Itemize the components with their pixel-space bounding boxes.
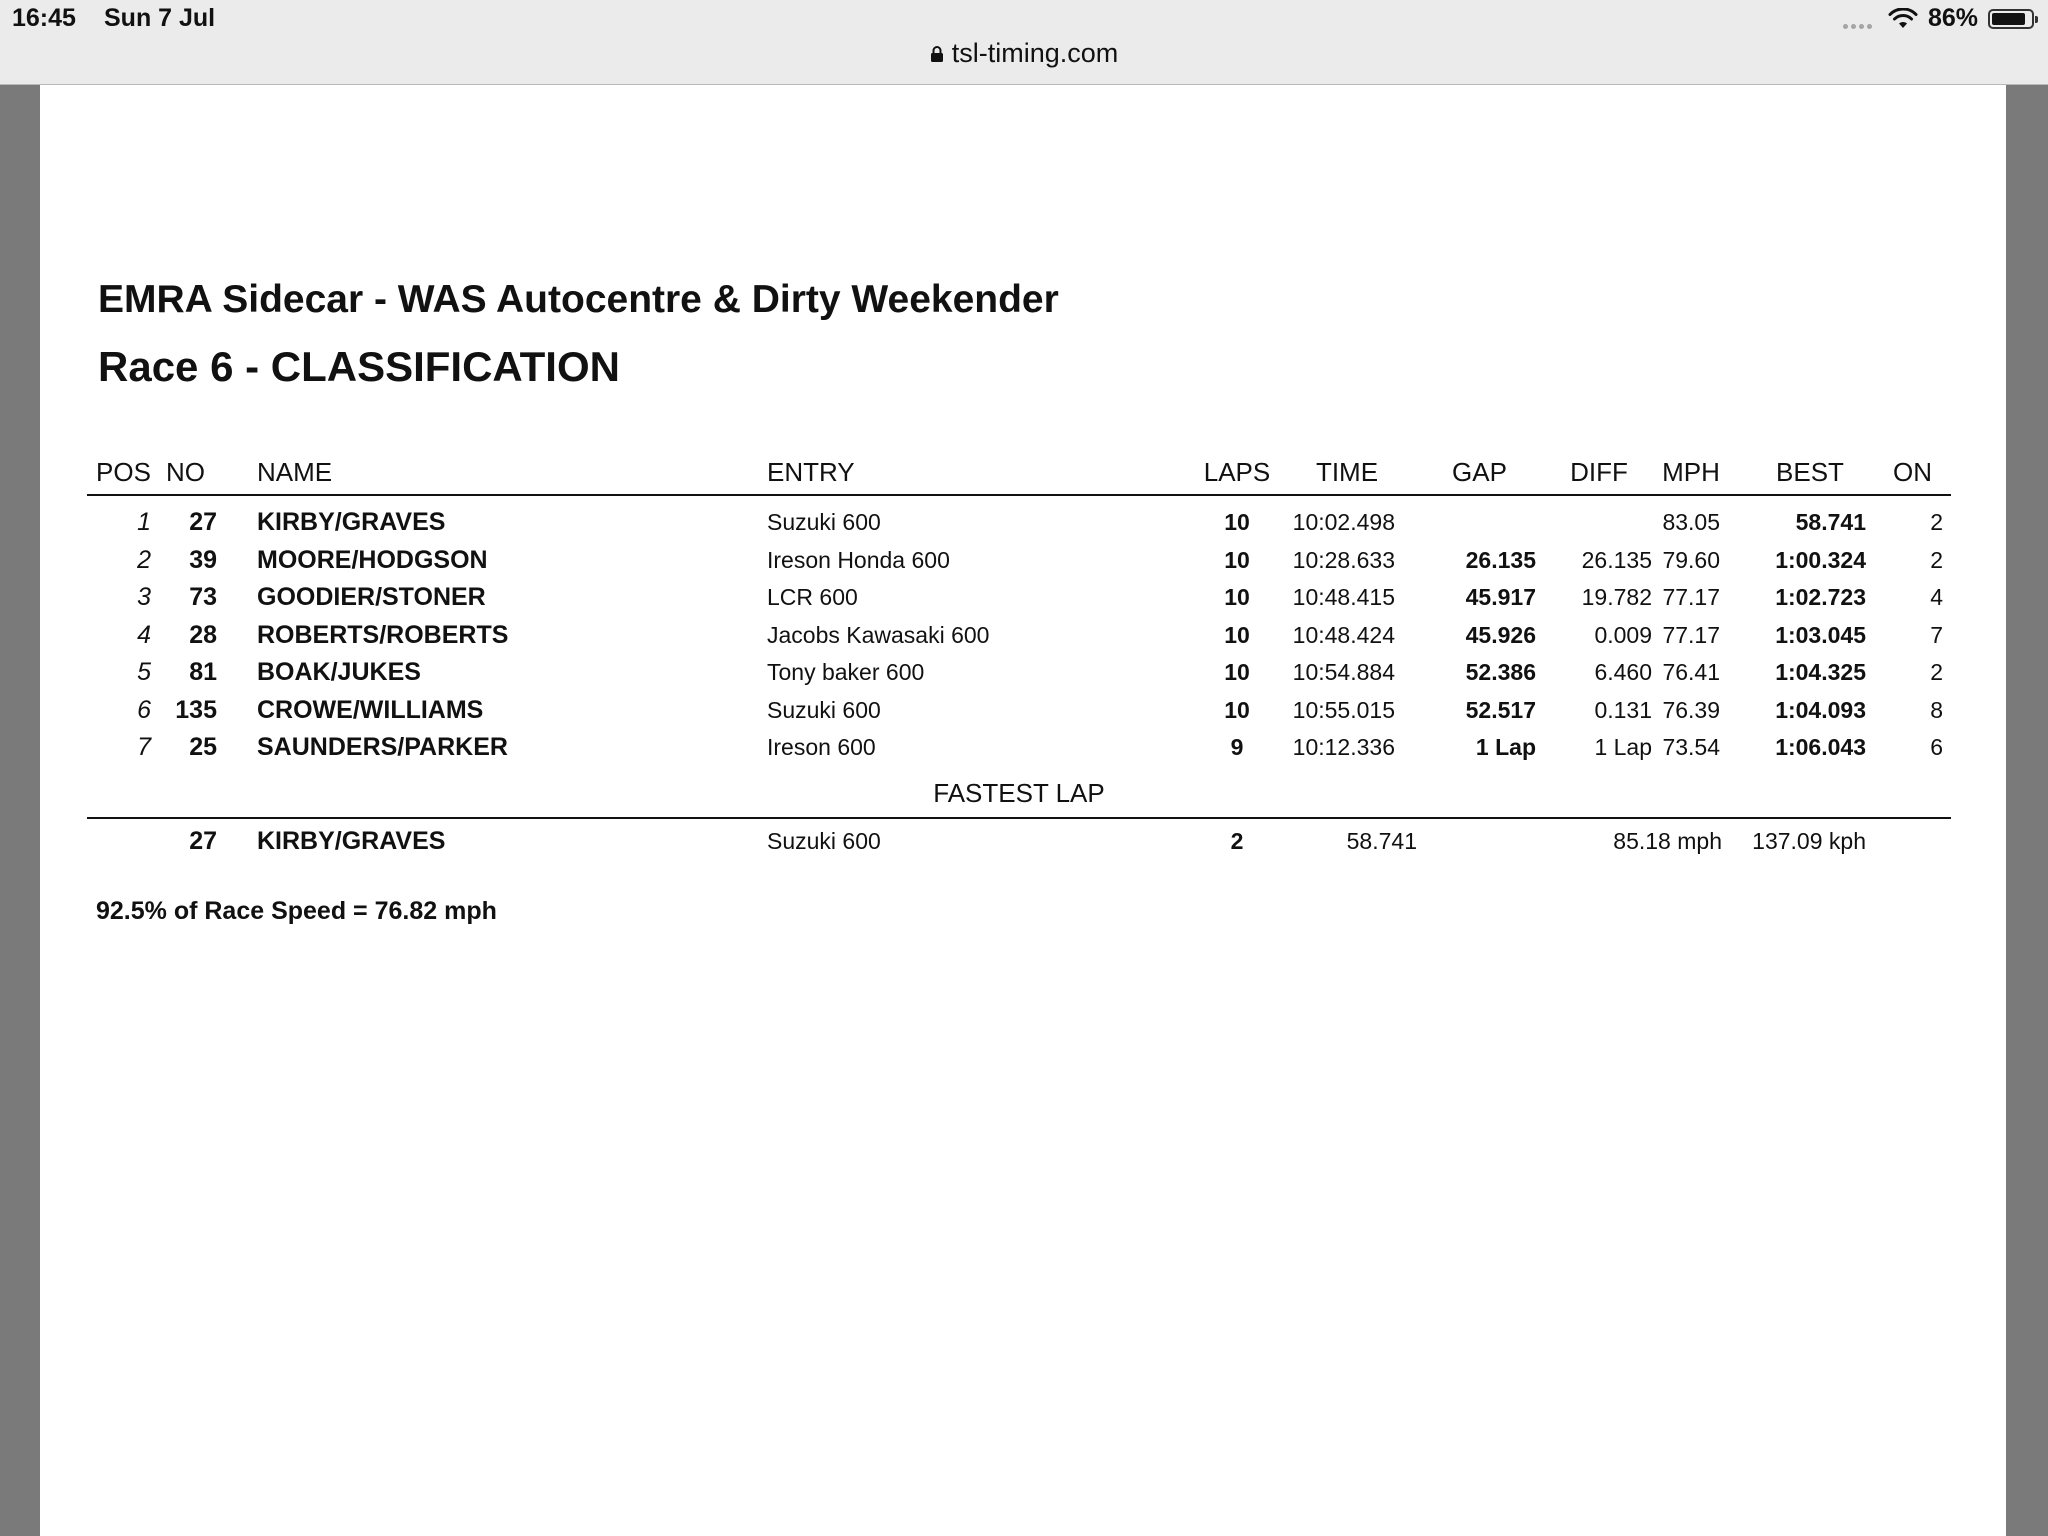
cell-time: 10:55.015 [1292,696,1395,723]
col-header-best: BEST [1726,452,1874,495]
cell-on: 2 [1930,546,1943,573]
cell-time: 10:48.424 [1292,621,1395,648]
col-header-time: TIME [1277,452,1417,495]
cell-pos: 3 [137,583,151,612]
cell-gap: 52.517 [1465,696,1536,723]
cell-pos: 1 [137,508,151,537]
col-header-no: NO [155,452,223,495]
cell-no: 28 [189,620,217,649]
cellular-signal-icon [1843,9,1872,29]
cell-on: 2 [1930,659,1943,686]
cell-name: CROWE/WILLIAMS [257,695,484,724]
cell-entry: Ireson 600 [767,734,876,761]
cell-on: 8 [1930,696,1943,723]
status-time: 16:45 [12,4,76,32]
table-header-row [87,452,1951,495]
cell-mph: 76.39 [1662,696,1720,723]
cell-time: 10:02.498 [1292,509,1395,536]
cell-pos: 4 [137,620,151,649]
cell-entry: Jacobs Kawasaki 600 [767,621,990,648]
cell-no: 25 [189,733,217,762]
cell-mph: 79.60 [1662,546,1720,573]
cell-gap: 45.926 [1465,621,1536,648]
cell-mph: 77.17 [1662,621,1720,648]
wifi-icon [1888,8,1918,30]
cell-empty [87,818,155,865]
cell-pos: 6 [137,695,151,724]
cell-no: 135 [175,695,217,724]
cell-laps: 10 [1224,584,1250,611]
table-row [87,617,1951,655]
fastest-lap-name: KIRBY/GRAVES [257,827,446,855]
cell-no: 27 [189,508,217,537]
battery-percent: 86% [1927,4,1978,32]
browser-top-bar [0,0,2048,85]
cell-name: MOORE/HODGSON [257,545,488,574]
fastest-lap-heading: FASTEST LAP [87,767,1951,818]
results-document [40,85,2006,1536]
col-header-gap: GAP [1417,452,1542,495]
cell-gap: 1 Lap [1475,734,1536,761]
cell-on: 2 [1930,509,1943,536]
status-indicators [1843,4,2034,33]
cell-no: 39 [189,545,217,574]
cell-entry: LCR 600 [767,584,858,611]
cell-entry: Suzuki 600 [767,696,881,723]
cell-entry: Ireson Honda 600 [767,546,950,573]
cell-best: 1:04.093 [1775,696,1866,723]
cell-diff: 19.782 [1581,584,1652,611]
cell-pos: 5 [137,658,151,687]
col-header-name: NAME [223,452,767,495]
classification-table [87,452,1951,865]
cell-gap: 52.386 [1465,659,1536,686]
cell-laps: 10 [1224,546,1250,573]
cell-laps: 10 [1224,621,1250,648]
cell-gap [1417,495,1542,542]
fastest-lap-no: 27 [189,827,217,855]
cell-gap: 26.135 [1465,546,1536,573]
cell-laps: 10 [1224,696,1250,723]
cell-diff: 0.131 [1594,696,1652,723]
cell-name: ROBERTS/ROBERTS [257,620,509,649]
cell-pos: 2 [137,545,151,574]
cell-mph: 83.05 [1662,509,1720,536]
cell-diff [1542,495,1656,542]
table-row [87,654,1951,692]
cell-diff: 1 Lap [1594,734,1652,761]
cell-best: 1:03.045 [1775,621,1866,648]
fastest-lap-mph: 85.18 mph [1613,828,1722,854]
cell-on: 4 [1930,584,1943,611]
table-row [87,495,1951,542]
cell-mph: 73.54 [1662,734,1720,761]
cell-diff: 26.135 [1581,546,1652,573]
cell-best: 1:02.723 [1775,584,1866,611]
cell-gap: 45.917 [1465,584,1536,611]
fastest-lap-lap: 2 [1230,828,1244,854]
cell-name: SAUNDERS/PARKER [257,733,508,762]
cell-entry: Tony baker 600 [767,659,925,686]
cell-pos: 7 [137,733,151,762]
cell-mph: 77.17 [1662,584,1720,611]
cell-on: 6 [1930,734,1943,761]
fastest-lap-entry: Suzuki 600 [767,828,881,854]
status-date: Sun 7 Jul [104,4,216,32]
cell-best: 1:04.325 [1775,659,1866,686]
battery-icon [1988,9,2034,29]
page-title: EMRA Sidecar - WAS Autocentre & Dirty Weekender [98,278,1059,321]
page-subtitle: Race 6 - CLASSIFICATION [98,343,620,390]
cell-name: GOODIER/STONER [257,583,486,612]
fastest-lap-time: 58.741 [1346,828,1417,854]
cell-diff: 6.460 [1594,659,1652,686]
lock-icon [930,45,944,63]
table-row [87,729,1951,767]
cell-time: 10:48.415 [1292,584,1395,611]
address-bar[interactable] [0,38,2048,69]
cell-best: 58.741 [1795,509,1866,536]
table-row [87,542,1951,580]
table-row [87,579,1951,617]
col-header-entry: ENTRY [767,452,1197,495]
cell-no: 81 [189,658,217,687]
table-row [87,692,1951,730]
col-header-pos: POS [87,452,155,495]
cell-on: 7 [1930,621,1943,648]
col-header-mph: MPH [1656,452,1726,495]
cell-name: BOAK/JUKES [257,658,421,687]
cell-time: 10:54.884 [1292,659,1395,686]
col-header-diff: DIFF [1542,452,1656,495]
fastest-lap-kph: 137.09 kph [1752,828,1866,854]
cell-best: 1:00.324 [1775,546,1866,573]
col-header-laps: LAPS [1197,452,1277,495]
race-speed-note: 92.5% of Race Speed = 76.82 mph [96,897,497,925]
cell-diff: 0.009 [1594,621,1652,648]
cell-name: KIRBY/GRAVES [257,508,446,537]
cell-laps: 9 [1230,734,1244,761]
cell-best: 1:06.043 [1775,734,1866,761]
cell-laps: 10 [1224,659,1250,686]
cell-no: 73 [189,583,217,612]
url-text: tsl-timing.com [951,38,1119,68]
fastest-lap-row [87,818,1951,865]
cell-entry: Suzuki 600 [767,509,881,536]
cell-mph: 76.41 [1662,659,1720,686]
cell-laps: 10 [1224,509,1250,536]
fastest-lap-heading-row [87,767,1951,818]
cell-empty [1874,818,1951,865]
cell-time: 10:12.336 [1292,734,1395,761]
col-header-on: ON [1874,452,1951,495]
cell-time: 10:28.633 [1292,546,1395,573]
